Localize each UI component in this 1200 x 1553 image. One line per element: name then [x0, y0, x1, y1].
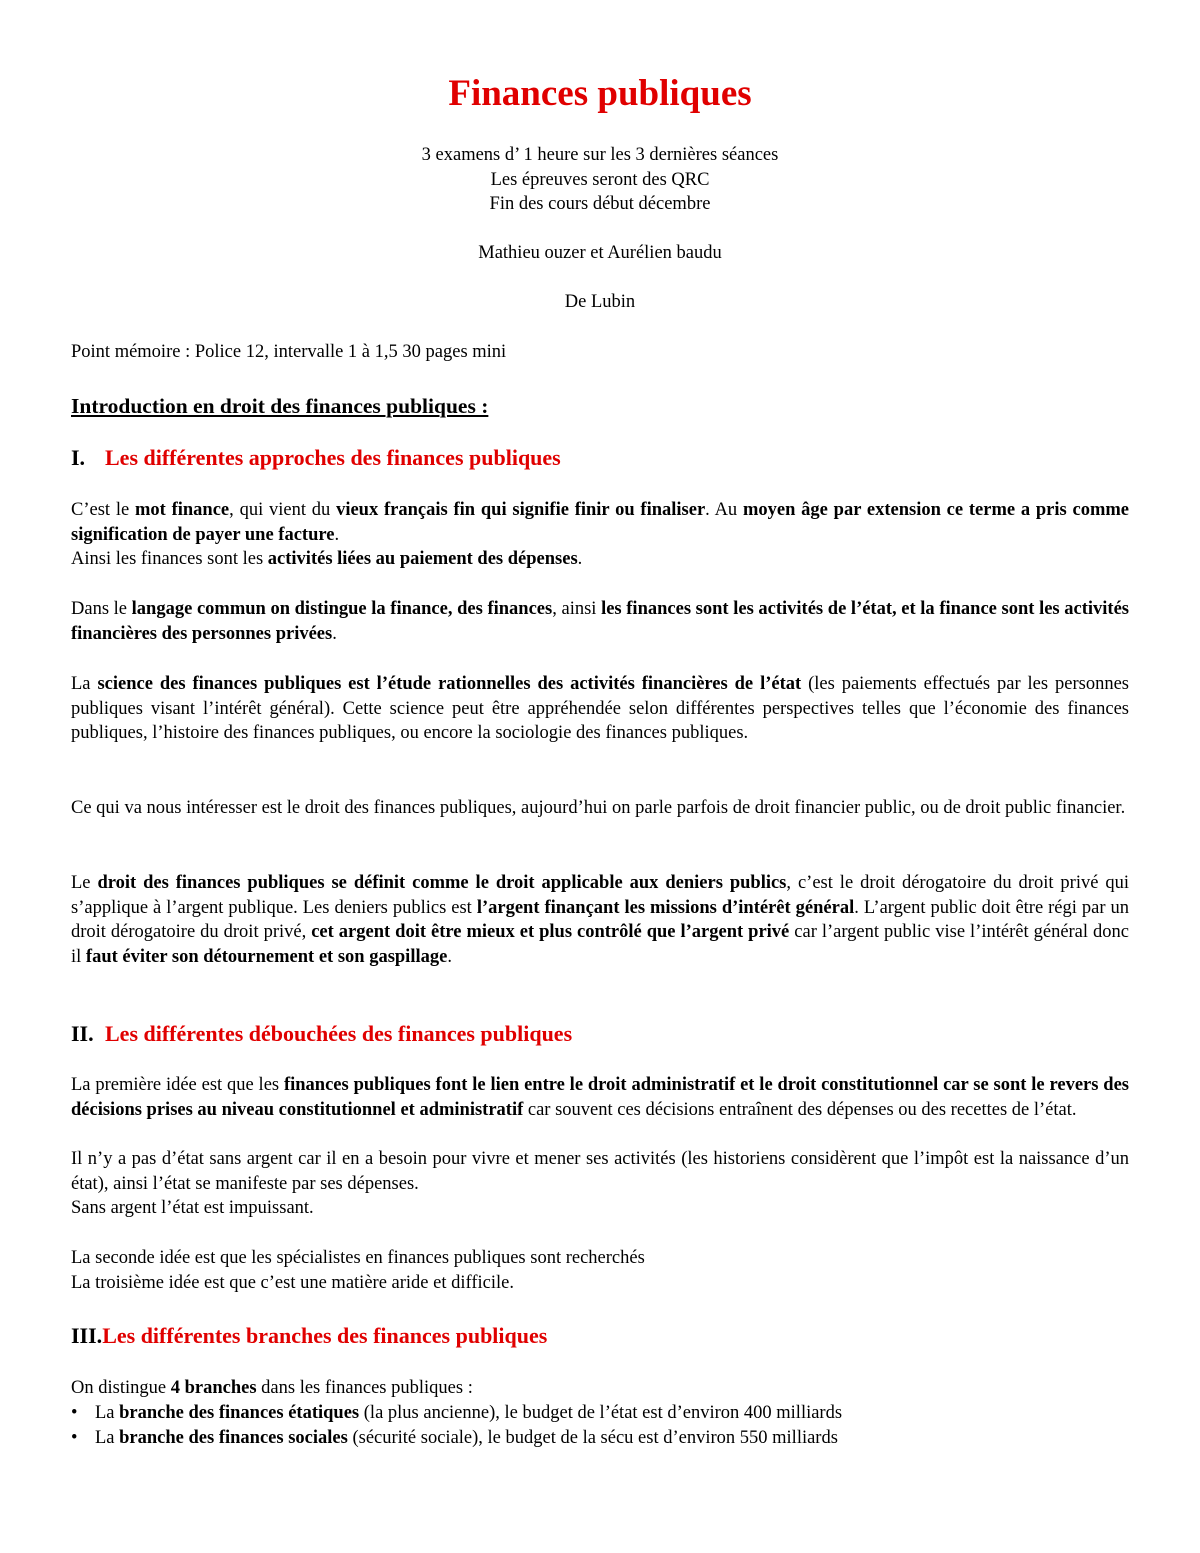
text: car souvent ces décisions entraînent des dépenses ou des recettes de l’état. — [523, 1099, 1077, 1120]
paragraph: La troisième idée est que c’est une matière aride et difficile. — [71, 1273, 514, 1293]
memo-line: Point mémoire : Police 12, intervalle 1 à 1,5 30 pages mini — [71, 342, 507, 362]
document-title: Finances publiques — [448, 73, 752, 114]
section-number: II. — [71, 1021, 94, 1046]
paragraph — [71, 672, 1129, 746]
text: . — [334, 524, 340, 545]
text: car l’argent public vise l’intérêt général donc il — [71, 922, 1129, 967]
text: La — [95, 1428, 120, 1448]
origin: De Lubin — [564, 292, 636, 312]
text: (la plus ancienne), le budget de l’état est d’environ 400 milliards — [359, 1403, 843, 1423]
header-line: Fin des cours début décembre — [489, 194, 711, 215]
header-line: Les épreuves seront des QRC — [490, 169, 710, 190]
section-title: Les différentes branches des finances publiques — [102, 1323, 548, 1348]
bold-text: vieux français fin qui signifie finir ou finaliser — [336, 500, 706, 520]
text: (les paiements effectués par les personnes publiques visant l’intérêt général). Cette science peut être appréhendée selon différentes perspectives telles que l’économie des finances publiques, l’histoire des finances publiques, ou encore la sociologie des finances publiques. — [71, 674, 1129, 744]
bold-text: activités liées au paiement des dépenses — [267, 549, 578, 569]
text: , c’est le droit dérogatoire du droit privé qui s’applique à l’argent publique. Les deniers publics est — [71, 873, 1129, 918]
text: Dans le — [71, 599, 132, 619]
text: On distingue — [71, 1378, 171, 1398]
paragraph — [71, 1073, 1129, 1122]
section-heading-2 — [71, 1020, 572, 1048]
bold-text: moyen âge par extension ce terme a pris comme signification de payer une facture — [71, 500, 1130, 545]
paragraph: Ce qui va nous intéresser est le droit des finances publiques, aujourd’hui on parle parfois de droit financier public, ou de droit public financier. — [71, 798, 1126, 818]
header-lines — [71, 143, 1129, 217]
bullet-list — [71, 1401, 842, 1451]
list-item — [71, 1426, 842, 1451]
section-number: III. — [71, 1323, 103, 1348]
paragraph — [71, 597, 1129, 646]
document-page — [71, 0, 1129, 1553]
bullet-icon: • — [71, 1403, 78, 1423]
section-number: I. — [71, 445, 86, 470]
bold-text: les finances sont les activités de l’état, et la finance sont les activités financières des personnes privées — [71, 599, 1129, 644]
bold-text: droit des finances publiques se définit comme le droit applicable aux deniers publics — [97, 873, 787, 893]
text: dans les finances publiques : — [256, 1378, 473, 1398]
authors: Mathieu ouzer et Aurélien baudu — [478, 243, 722, 263]
paragraph — [71, 871, 1129, 969]
section-title: Les différentes débouchées des finances publiques — [105, 1021, 573, 1046]
text: La — [71, 674, 98, 694]
bold-text: cet argent doit être mieux et plus contrôlé que l’argent privé — [311, 922, 790, 943]
header-line: 3 examens d’ 1 heure sur les 3 dernières séances — [421, 145, 779, 165]
paragraph — [71, 1376, 1129, 1401]
section-title: Les différentes approches des finances publiques — [105, 445, 561, 470]
text: , qui vient du — [229, 500, 337, 520]
bold-text: l’argent finançant les missions d’intérêt général — [476, 897, 855, 918]
text: La — [95, 1403, 120, 1423]
text: Le — [71, 873, 98, 893]
paragraph: La seconde idée est que les spécialistes en finances publiques sont recherchés — [71, 1248, 645, 1268]
paragraph: Il n’y a pas d’état sans argent car il en a besoin pour vivre et mener ses activités (les historiens considèrent que l’impôt est la naissance d’un état), ainsi l’état se manifeste par ses dépenses. — [71, 1149, 1129, 1194]
bold-text: 4 branches — [170, 1378, 257, 1398]
intro-heading: Introduction en droit des finances publiques : — [71, 394, 489, 418]
bold-text: branche des finances étatiques — [119, 1403, 360, 1423]
bold-text: mot finance — [134, 500, 230, 520]
bold-text: science des finances publiques est l’étude rationnelles des activités financières de l’état — [97, 674, 802, 694]
list-item — [71, 1401, 842, 1426]
text: . L’argent public doit être régi par un droit dérogatoire du droit privé, — [71, 897, 1129, 943]
text: C’est le — [71, 500, 135, 520]
text: Ainsi les finances sont les — [71, 549, 268, 569]
bold-text: faut éviter son détournement et son gaspillage — [85, 946, 448, 967]
text: . — [332, 623, 337, 644]
text: , ainsi — [552, 599, 602, 619]
paragraph — [71, 498, 1129, 547]
bullet-icon: • — [71, 1428, 78, 1448]
section-heading-1 — [71, 444, 561, 472]
text: La première idée est que les — [71, 1075, 284, 1095]
text: . — [447, 946, 452, 967]
bold-text: branche des finances sociales — [119, 1428, 348, 1448]
text: (sécurité sociale), le budget de la sécu est d’environ 550 milliards — [347, 1428, 838, 1448]
bold-text: langage commun on distingue la finance, des finances — [131, 599, 553, 619]
paragraph: Sans argent l’état est impuissant. — [71, 1198, 314, 1218]
bold-text: finances publiques font le lien entre le droit administratif et le droit constitutionnel car se sont le revers des décisions prises au niveau constitutionnel et administratif — [71, 1075, 1129, 1120]
text: . — [577, 549, 583, 569]
text: . Au — [705, 500, 743, 520]
paragraph — [71, 547, 1129, 572]
section-heading-3 — [71, 1322, 547, 1350]
